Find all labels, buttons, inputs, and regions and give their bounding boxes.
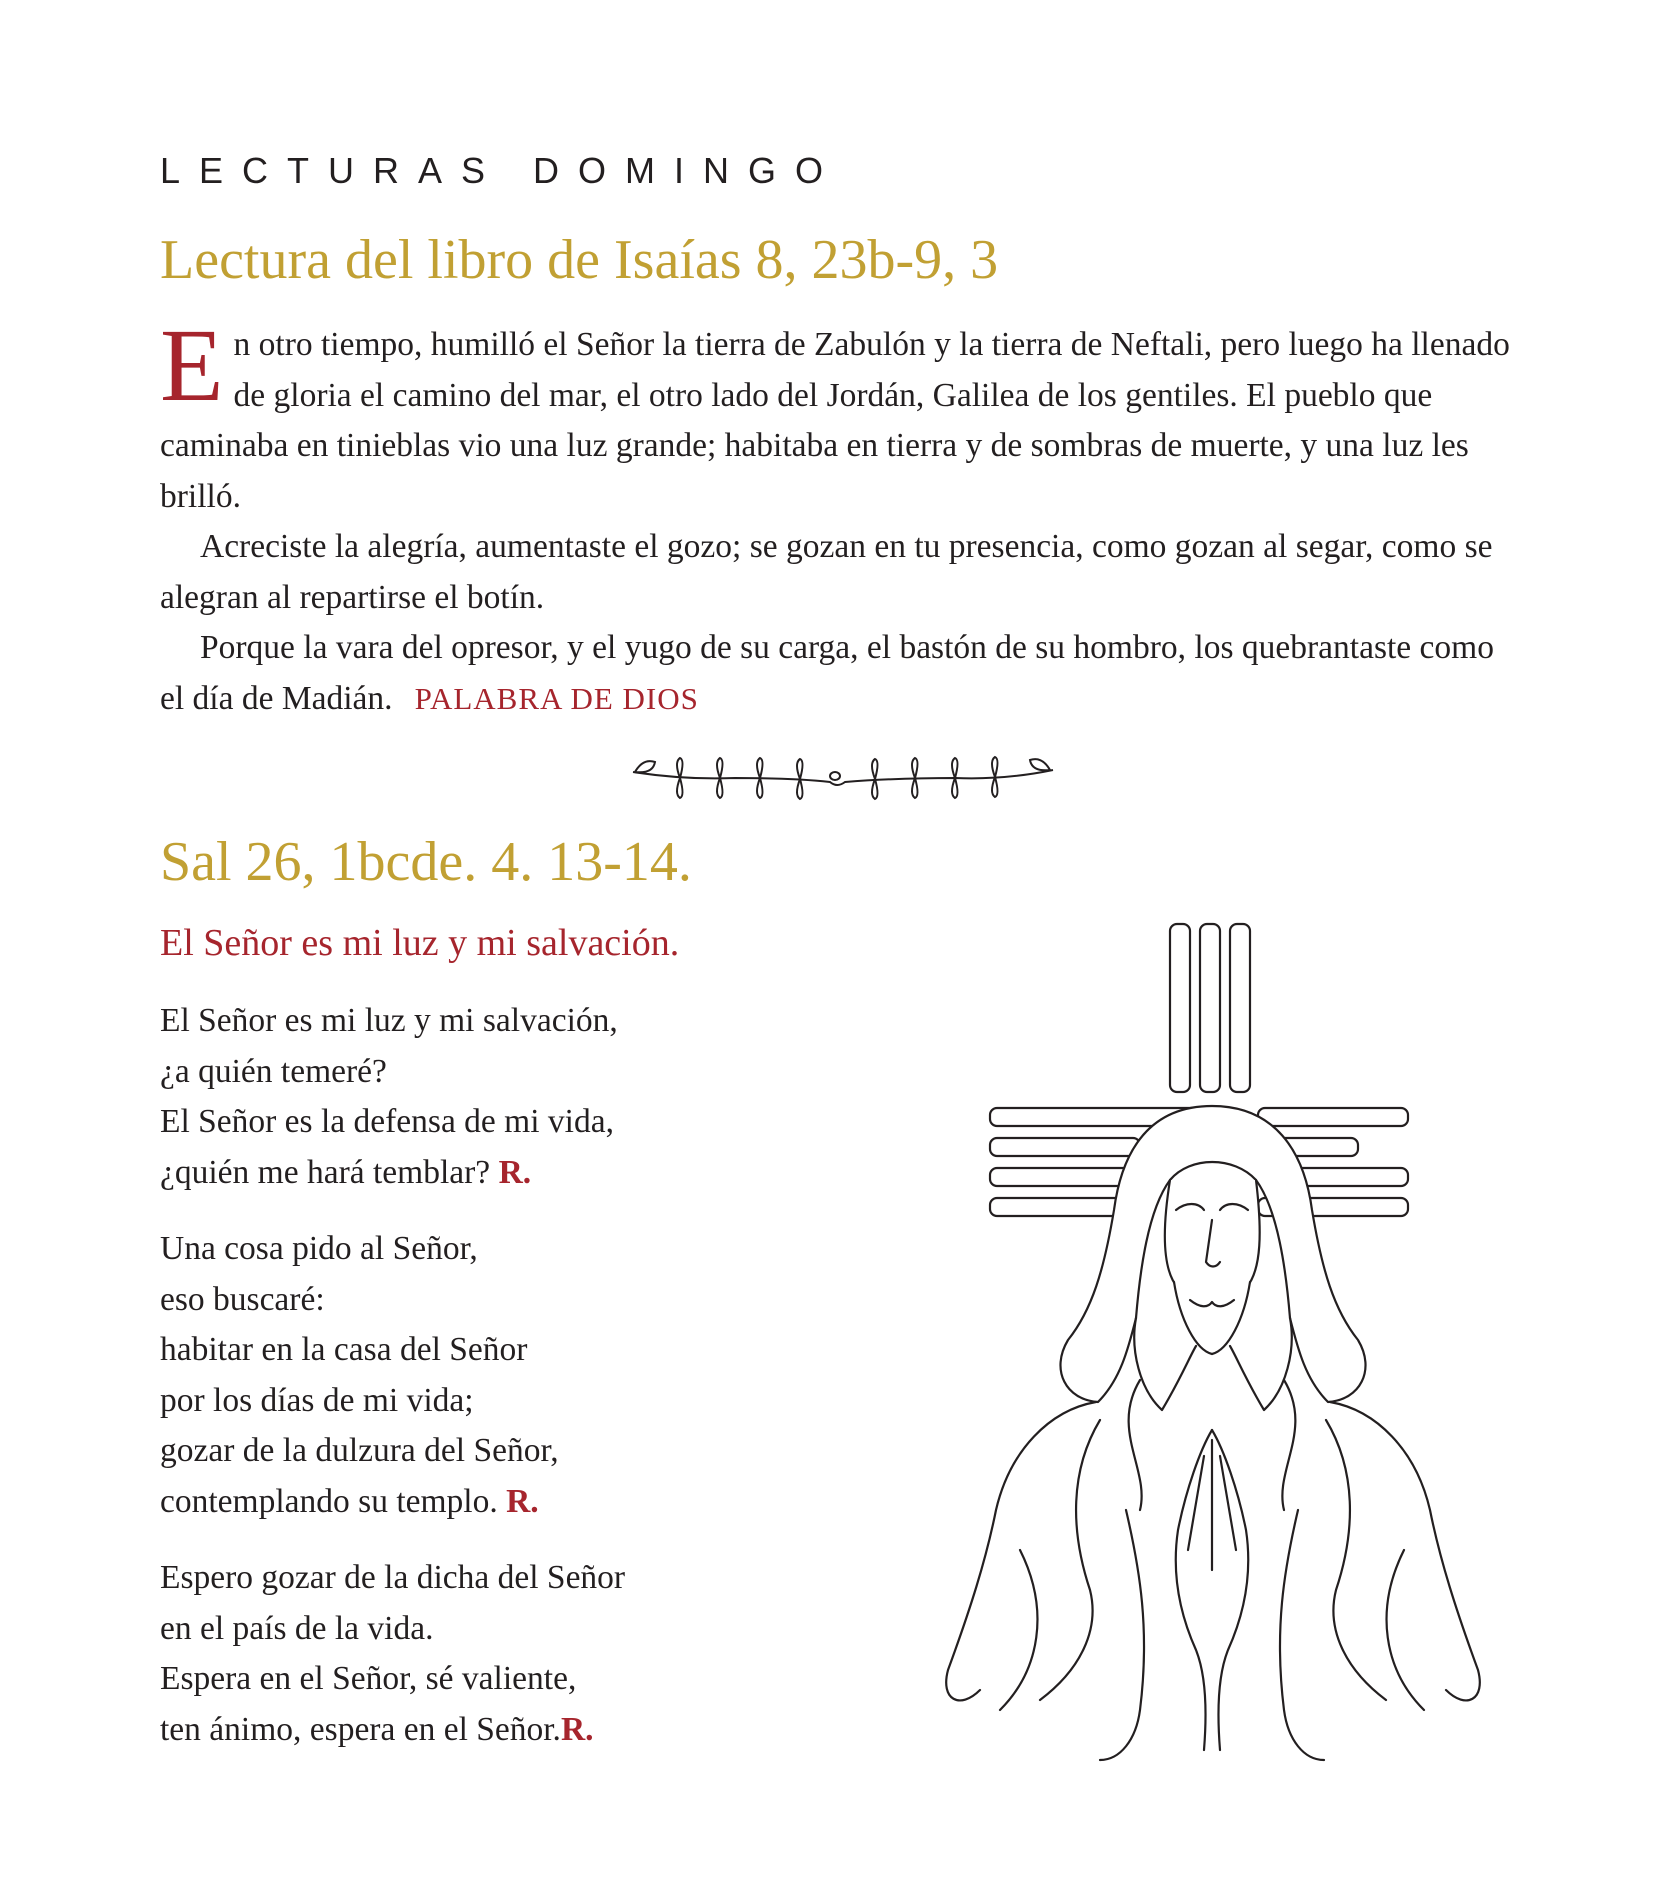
verse-line: habitar en la casa del Señor [160,1331,528,1368]
verse-line: gozar de la dulzura del Señor, [160,1432,559,1469]
verse-line-with-response [160,1705,880,1756]
verse-line: ¿quién me hará temblar? [160,1153,499,1191]
psalm-stanza-2 [160,1224,880,1527]
verse-line: El Señor es mi luz y mi salvación, [160,1002,618,1039]
reading-paragraph-2: Acreciste la alegría, aumentaste el gozo; se gozan en tu presencia, como gozan al segar, como se alegran al repartirse el botín. [160,528,1493,616]
reading-paragraph-1 [160,308,1515,522]
cross-upper-beam-icon [1170,924,1250,1092]
reading-paragraph-3-text: Porque la vara del opresor, y el yugo de su carga, el bastón de su hombro, los quebrantaste como el día de Madián. [160,629,1494,717]
drop-cap: E [160,308,224,423]
verse-line-with-response [160,1477,880,1528]
reading-paragraph-1-text: n otro tiempo, humilló el Señor la tierra de Zabulón y la tierra de Neftali, pero luego ha llenado de gloria el camino del mar, el otro lado del Jordán, Galilea de los gentiles. El pueblo que caminaba en tinieblas vio una luz grande; habitaba en tierra y de sombras de muerte, y una luz les brilló. [160,326,1510,515]
psalm-stanza-1 [160,996,880,1198]
reading-title: Lectura del libro de Isaías 8, 23b-9, 3 [160,229,999,291]
praying-jesus-cross-illustration [900,910,1520,1770]
section-kicker: LECTURAS DOMINGO [160,150,843,191]
verse-line: ten ánimo, espera en el Señor. [160,1710,561,1748]
verse-line: ¿a quién temeré? [160,1052,387,1090]
verse-line: Una cosa pido al Señor, [160,1230,478,1267]
psalm-body [160,996,880,1781]
closing-acclamation: PALABRA DE DIOS [414,680,699,716]
psalm-title: Sal 26, 1bcde. 4. 13-14. [160,831,692,893]
reading-body [160,308,1515,724]
verse-line: en el país de la vida. [160,1609,434,1647]
verse-line: El Señor es la defensa de mi vida, [160,1103,614,1140]
verse-line: Espero gozar de la dicha del Señor [160,1559,626,1596]
figure-line-art [946,1106,1480,1760]
verse-line: eso buscaré: [160,1280,325,1318]
psalm-stanza-3 [160,1553,880,1755]
response-mark: R. [498,1153,532,1191]
response-mark: R. [506,1482,539,1520]
verse-line: contemplando su templo. [160,1482,507,1520]
verse-line-with-response [160,1148,880,1199]
psalm-response: El Señor es mi luz y mi salvación. [160,922,680,964]
laurel-divider-icon [625,742,1060,812]
reading-paragraph-3 [160,623,1515,724]
verse-line: Espera en el Señor, sé valiente, [160,1660,577,1697]
response-mark: R. [560,1710,594,1748]
verse-line: por los días de mi vida; [160,1381,474,1419]
